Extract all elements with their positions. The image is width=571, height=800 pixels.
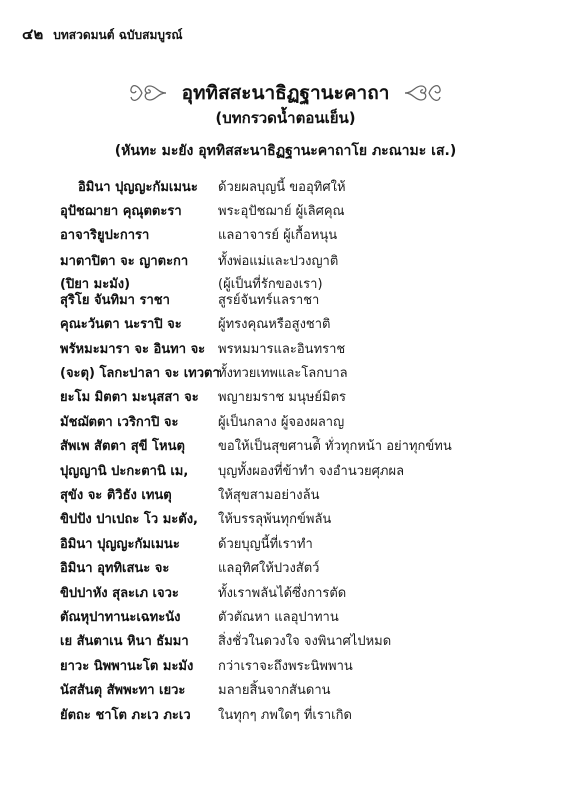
verse-row [60,555,560,579]
verse-row [60,629,560,653]
pali-text: สุริโย จันทิมา ราชา [60,292,170,308]
pali-text: ตัณหุปาทานะเฉทะนัง [60,609,181,625]
verse-row [60,458,560,482]
thai-translation: ทั้งพ่อแม่และปวงญาติ [218,254,339,270]
verse-row [60,702,560,726]
thai-translation: พญายมราช มนุษย์มิตร [218,390,347,406]
left-ornament-icon [128,78,168,108]
thai-translation: ด้วยผลบุญนี้ ขออุทิศให้ [218,179,346,195]
pali-text: คุณะวันตา นะราปิ จะ [60,317,182,333]
pali-text: มาตาปิตา จะ ญาตะกา [60,254,189,270]
thai-translation: ในทุกๆ ภพใดๆ ที่เราเกิด [218,707,352,723]
verse-list [60,174,560,726]
thai-translation: แลอุทิศให้ปวงสัตว์ [218,561,320,577]
thai-translation: ให้บรรลุพ้นทุกข์พลัน [218,512,332,528]
right-ornament-icon [403,78,443,108]
pali-text: ยัตถะ ชาโต ภะเว ภะเว [60,707,191,723]
pali-text-group [60,247,218,294]
pali-text: ขิปปาหัง สุละเภ เจวะ [60,585,179,601]
thai-translation: ขอให้เป็นสุขศานต์ิ ทั่วทุกหน้า อย่าทุกข์ทน [218,439,452,455]
pali-text: เย สันตาเน หินา ธัมมา [60,634,189,650]
verse-row [60,409,560,433]
thai-translation: ผู้ทรงคุณหรือสูงชาติ [218,317,331,333]
pali-text: พรัหมะมารา จะ อินทา จะ [60,341,206,357]
title-row [0,78,571,108]
pali-text: สุขัง จะ ติวิธัง เทนตุ [60,487,172,503]
thai-translation: มลายสิ้นจากสันดาน [218,683,331,699]
pali-text-continued: (ปิยา มะมัง) [60,277,131,293]
thai-translation: ผู้เป็นกลาง ผู้จองผลาญ [218,414,345,430]
thai-translation: ตัวตัณหา แลอุปาทาน [218,609,339,625]
pali-text: ขิปปัง ปาเปถะ โว มะตัง, [60,512,198,528]
pali-text: อาจาริยูปะการา [60,228,150,244]
page-header [22,22,183,46]
verse-row [60,580,560,604]
pali-text: ปุญญานิ ปะกะตานิ เม, [60,463,189,479]
verse-row [60,287,560,311]
thai-translation: พระอุปัชฌาย์ ผู้เลิศคุณ [218,204,345,220]
verse-row [60,360,560,384]
pali-text: สัพเพ สัตตา สุขี โหนตุ [60,439,185,455]
verse-row [60,312,560,336]
verse-row [60,653,560,677]
verse-row [60,223,560,247]
verse-row [60,482,560,506]
thai-translation: แลอาจารย์ ผู้เกื้อหนุน [218,228,338,244]
verse-row [60,174,560,198]
pali-text: อิมินา อุททิเสนะ จะ [60,561,170,577]
verse-row [60,198,560,222]
verse-row [60,604,560,628]
verse-row [60,247,560,293]
verse-row [60,507,560,531]
thai-translation: บุญทั้งผองที่ข้าทำ จงอำนวยศุภผล [218,463,405,479]
thai-translation-group [218,247,560,294]
thai-translation: สิ่งชั่วในดวงใจ จงพินาศไปหมด [218,634,392,650]
thai-translation: ให้สุขสามอย่างล้น [218,487,320,503]
subtitle: (บทกรวดน้ำตอนเย็น) [215,109,356,127]
pali-text: มัชฌัตตา เวริกาปิ จะ [60,414,179,430]
thai-translation: ทั้งเราพลันได้ซึ่งการตัด [218,585,347,601]
thai-translation: กว่าเราจะถึงพระนิพพาน [218,658,353,674]
thai-translation: สูรย์จันทร์แลราชา [218,292,320,308]
verse-row [60,531,560,555]
pali-text: อิมินา ปุญญะกัมเมนะ [60,536,180,552]
pali-text: (จะตุ) โลกะปาลา จะ เทวตา [60,366,220,382]
thai-translation-continued: (ผู้เป็นที่รักของเรา) [218,277,323,293]
page-title: อุททิสสะนาธิฏฐานะคาถา [181,82,390,104]
pali-text: ยาวะ นิพพานะโต มะมัง [60,658,194,674]
page-number: ๔๒ [22,25,44,43]
thai-translation: ทั้งทวยเทพและโลกบาล [218,366,348,382]
verse-row [60,434,560,458]
book-title: บทสวดมนต์ ฉบับสมบูรณ์ [53,28,183,42]
verse-row [60,677,560,701]
verse-row [60,385,560,409]
thai-translation: พรหมมารและอินทราช [218,341,346,357]
thai-translation: ด้วยบุญนี้ที่เราทำ [218,536,313,552]
pali-text: นัสสันตุ สัพพะทา เยวะ [60,683,186,699]
intro-line: (หันทะ มะยัง อุททิสสะนาธิฏฐานะคาถาโย ภะณามะ เส.) [114,143,457,159]
pali-text: อิมินา ปุญญะกัมเมนะ [78,179,198,195]
verse-row [60,336,560,360]
pali-text: อุปัชฌายา คุณุตตะรา [60,204,182,220]
pali-text: ยะโม มิตตา มะนุสสา จะ [60,390,199,406]
